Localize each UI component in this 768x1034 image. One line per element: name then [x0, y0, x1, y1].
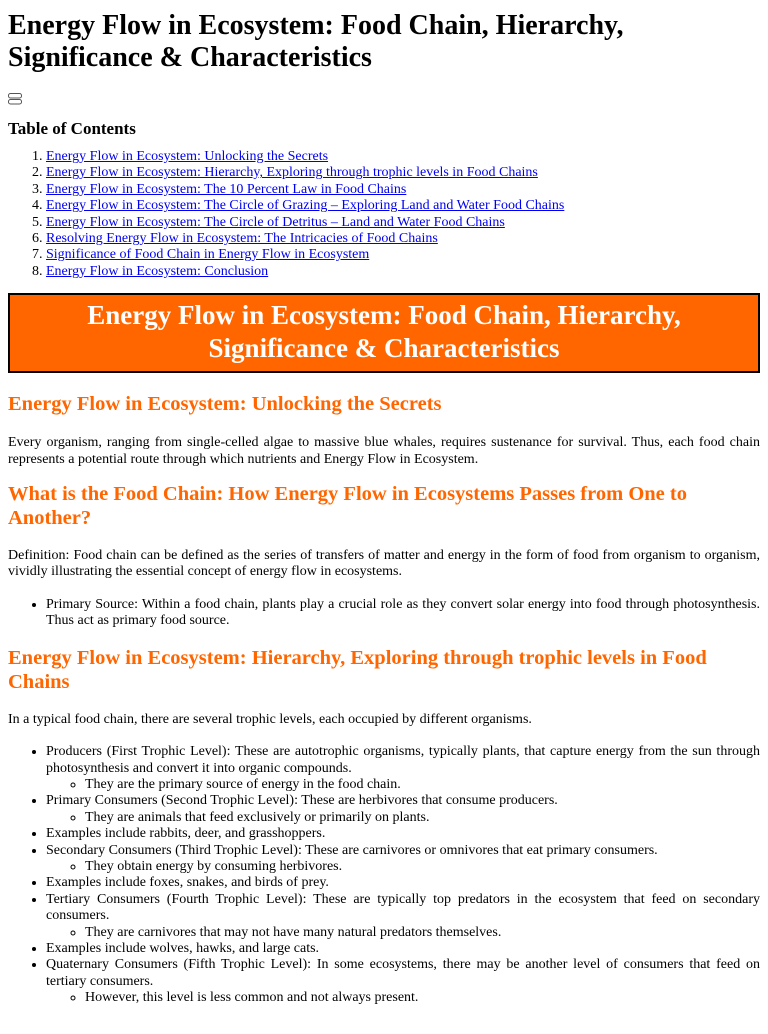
sub-list: [46, 777, 760, 793]
toc-item: [46, 247, 760, 263]
toc-item: [46, 264, 760, 280]
list-item-text: Producers (First Trophic Level): These are autotrophic organisms, typically plants, that capture energy from the sun through photosynthesis and convert it into organic compounds.: [46, 744, 760, 776]
section-paragraph: In a typical food chain, there are several trophic levels, each occupied by different organisms.: [8, 711, 532, 727]
list-item: [46, 744, 760, 793]
article: [0, 10, 768, 1007]
list-item: [46, 957, 760, 1006]
section-heading-food-chain: What is the Food Chain: How Energy Flow in Ecosystems Passes from One to Another?: [8, 483, 687, 530]
toc-item: [46, 198, 760, 214]
toc-item: [46, 165, 760, 181]
list-item-text: Quaternary Consumers (Fifth Trophic Level): In some ecosystems, there may be another level of consumers that feed on tertiary consumers.: [46, 957, 760, 989]
toc-link-5[interactable]: Energy Flow in Ecosystem: The Circle of Detritus – Land and Water Food Chains: [46, 214, 505, 230]
toc-link-7[interactable]: Significance of Food Chain in Energy Flow in Ecosystem: [46, 247, 370, 263]
sub-list: [46, 859, 760, 875]
list-item: • Examples include wolves, hawks, and large cats.: [46, 941, 760, 957]
toc-link-3[interactable]: Energy Flow in Ecosystem: The 10 Percent Law in Food Chains: [46, 181, 407, 197]
trophic-level-list: [8, 744, 760, 1007]
toc-link-6[interactable]: Resolving Energy Flow in Ecosystem: The Intricacies of Food Chains: [46, 231, 438, 247]
list-item: • Examples include foxes, snakes, and birds of prey.: [46, 875, 760, 891]
toc-item: [46, 231, 760, 247]
toc-item: [46, 215, 760, 231]
section-heading-unlocking: Energy Flow in Ecosystem: Unlocking the Secrets: [8, 393, 442, 416]
list-item-text: Primary Consumers (Second Trophic Level): These are herbivores that consume producers.: [46, 793, 558, 809]
section-paragraph: Definition: Food chain can be defined as the series of transfers of matter and energy in the form of food from organism to organism, vividly illustrating the essential concept of energy flow in ecosystems.: [8, 548, 760, 580]
title-banner: Energy Flow in Ecosystem: Food Chain, Hierarchy, Significance & Characteristics: [8, 293, 760, 373]
sub-list: [46, 810, 760, 826]
toc-title: Table of Contents: [8, 119, 136, 138]
sub-list: [46, 990, 760, 1006]
list-item-text: Secondary Consumers (Third Trophic Level): These are carnivores or omnivores that eat primary consumers.: [46, 842, 658, 858]
section-heading-hierarchy: Energy Flow in Ecosystem: Hierarchy, Exploring through trophic levels in Food Chains: [8, 646, 707, 693]
list-item: [46, 793, 760, 826]
toc-link-1[interactable]: Energy Flow in Ecosystem: Unlocking the Secrets: [46, 149, 329, 164]
sub-list-item: ◦ They are animals that feed exclusively or primarily on plants.: [85, 810, 760, 826]
toc-link-4[interactable]: Energy Flow in Ecosystem: The Circle of Grazing – Exploring Land and Water Food Chains: [46, 198, 565, 214]
list-item: • Examples include rabbits, deer, and grasshoppers.: [46, 826, 760, 842]
list-item: • Primary Source: Within a food chain, plants play a crucial role as they convert solar energy into food through photosynthesis. Thus act as primary food source.: [46, 597, 760, 630]
sub-list-item: ◦ They are the primary source of energy in the food chain.: [85, 777, 760, 793]
toc-item: [46, 182, 760, 198]
list-item-text: Tertiary Consumers (Fourth Trophic Level): These are typically top predators in the ecosystem that feed on secondary consumers.: [46, 891, 760, 924]
toc-item: [46, 149, 760, 165]
sub-list-item: ◦ They obtain energy by consuming herbivores.: [85, 859, 760, 875]
sub-list: [46, 925, 760, 941]
page-title: Energy Flow in Ecosystem: Food Chain, Hierarchy, Significance & Characteristics: [8, 10, 624, 73]
sub-list-item: ◦ They are carnivores that may not have many natural predators themselves.: [85, 925, 760, 941]
list-item: [46, 843, 760, 876]
list-item: [46, 892, 760, 941]
toc-link-8[interactable]: Energy Flow in Ecosystem: Conclusion: [46, 263, 269, 279]
toc-link-2[interactable]: Energy Flow in Ecosystem: Hierarchy, Exploring through trophic levels in Food Chains: [46, 165, 538, 181]
table-of-contents: [8, 149, 760, 280]
sub-list-item: ◦ However, this level is less common and not always present.: [85, 990, 760, 1006]
section-paragraph: Every organism, ranging from single-celled algae to massive blue whales, requires sustenance for survival. Thus, each food chain represents a potential route through which nutrients and Energy Flow in Ecosystem.: [8, 435, 760, 467]
bullet-list: [8, 597, 760, 630]
toc-toggle-icon[interactable]: [8, 93, 22, 105]
